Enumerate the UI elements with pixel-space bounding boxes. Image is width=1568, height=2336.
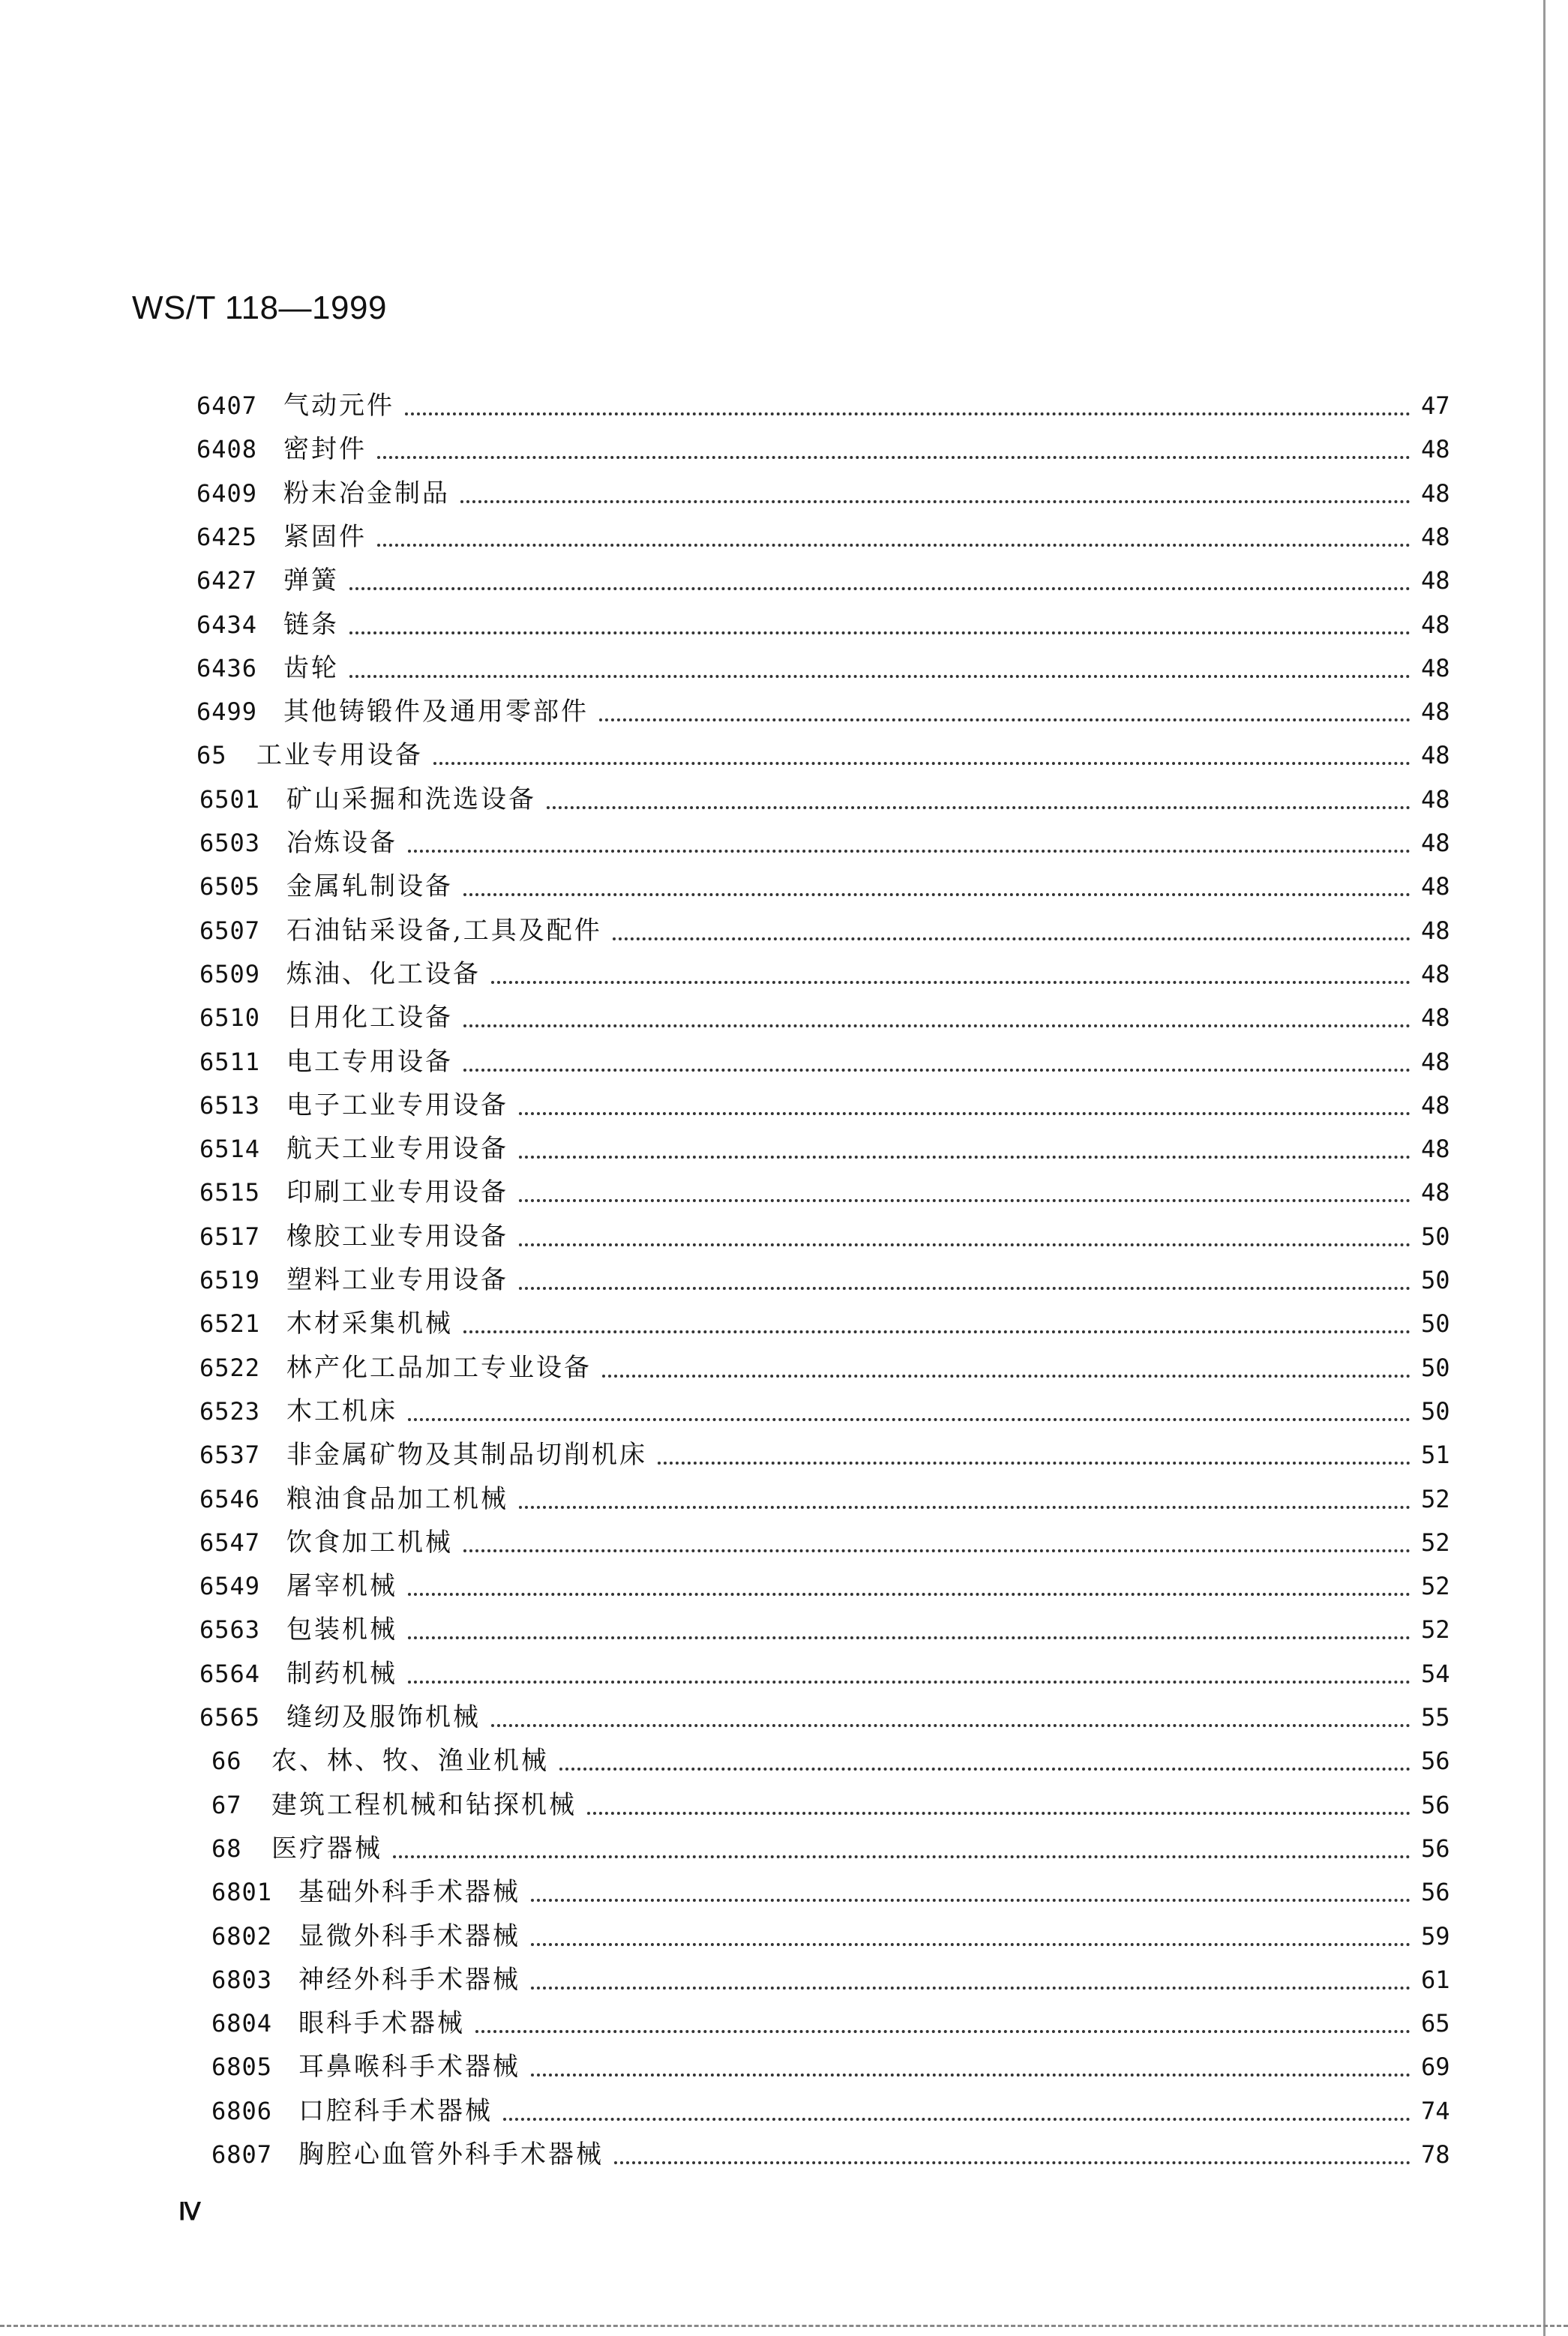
toc-entry-page-number: 48 bbox=[1421, 1091, 1450, 1120]
toc-entry-code: 6801 bbox=[211, 1878, 273, 1906]
toc-dot-leader bbox=[602, 1370, 1411, 1378]
toc-entry-code: 6511 bbox=[199, 1048, 261, 1076]
toc-dot-leader bbox=[519, 1239, 1411, 1246]
toc-entry bbox=[0, 1744, 1568, 1778]
toc-entry-code: 6522 bbox=[199, 1354, 261, 1382]
toc-entry-page-number: 48 bbox=[1421, 654, 1450, 682]
toc-entry-page-number: 56 bbox=[1421, 1747, 1450, 1775]
toc-entry bbox=[0, 738, 1568, 772]
toc-dot-leader bbox=[463, 1545, 1411, 1552]
toc-dot-leader bbox=[531, 2069, 1411, 2077]
toc-entry-code: 6514 bbox=[199, 1135, 261, 1163]
toc-entry bbox=[0, 1438, 1568, 1472]
toc-entry-page-number: 48 bbox=[1421, 741, 1450, 769]
toc-entry-page-number: 52 bbox=[1421, 1572, 1450, 1600]
toc-entry-page-number: 48 bbox=[1421, 566, 1450, 595]
toc-entry-title: 紧固件 bbox=[283, 522, 367, 552]
toc-entry-page-number: 48 bbox=[1421, 785, 1450, 814]
toc-dot-leader bbox=[463, 889, 1411, 896]
toc-entry-title: 冶炼设备 bbox=[286, 828, 397, 858]
toc-dot-leader bbox=[405, 408, 1411, 415]
toc-dot-leader bbox=[408, 1588, 1411, 1596]
toc-entry-code: 67 bbox=[211, 1791, 242, 1819]
toc-entry-title: 印刷工业专用设备 bbox=[286, 1177, 508, 1207]
toc-entry-page-number: 48 bbox=[1421, 1003, 1450, 1032]
toc-dot-leader bbox=[587, 1807, 1411, 1815]
toc-dot-leader bbox=[349, 583, 1411, 590]
toc-entry-code: 6408 bbox=[196, 435, 258, 463]
toc-dot-leader bbox=[349, 627, 1411, 634]
toc-dot-leader bbox=[408, 1632, 1411, 1639]
toc-entry bbox=[0, 1525, 1568, 1560]
toc-entry bbox=[0, 476, 1568, 511]
toc-entry-code: 6509 bbox=[199, 960, 261, 988]
toc-dot-leader bbox=[519, 1501, 1411, 1509]
toc-entry-code: 6427 bbox=[196, 566, 258, 595]
toc-entry-code: 6549 bbox=[199, 1572, 261, 1600]
toc-entry-code: 6547 bbox=[199, 1528, 261, 1557]
toc-entry bbox=[0, 432, 1568, 466]
toc-entry bbox=[0, 1000, 1568, 1035]
toc-entry-page-number: 59 bbox=[1421, 1922, 1450, 1951]
toc-entry-page-number: 48 bbox=[1421, 960, 1450, 988]
toc-dot-leader bbox=[377, 451, 1411, 459]
toc-dot-leader bbox=[377, 539, 1411, 547]
toc-entry bbox=[0, 1132, 1568, 1166]
toc-entry-page-number: 50 bbox=[1421, 1397, 1450, 1426]
toc-entry bbox=[0, 520, 1568, 554]
toc-entry bbox=[0, 913, 1568, 948]
toc-entry-code: 6807 bbox=[211, 2140, 273, 2169]
toc-entry-title: 矿山采掘和洗选设备 bbox=[286, 784, 536, 814]
toc-entry-code: 6803 bbox=[211, 1966, 273, 1994]
toc-entry bbox=[0, 782, 1568, 817]
toc-entry-page-number: 51 bbox=[1421, 1441, 1450, 1469]
toc-dot-leader bbox=[531, 1894, 1411, 1902]
toc-entry-page-number: 50 bbox=[1421, 1354, 1450, 1382]
standard-code-header: WS/T 118—1999 bbox=[132, 289, 387, 326]
toc-dot-leader bbox=[503, 2113, 1411, 2121]
toc-dot-leader bbox=[463, 1326, 1411, 1333]
toc-dot-leader bbox=[519, 1195, 1411, 1202]
toc-entry-page-number: 52 bbox=[1421, 1528, 1450, 1557]
toc-entry bbox=[0, 2050, 1568, 2084]
toc-entry-title: 金属轧制设备 bbox=[286, 871, 453, 901]
toc-entry-title: 建筑工程机械和钻探机械 bbox=[271, 1790, 577, 1820]
toc-entry bbox=[0, 1919, 1568, 1954]
toc-entry-title: 工业专用设备 bbox=[256, 740, 423, 770]
toc-entry-title: 农、林、牧、渔业机械 bbox=[271, 1746, 549, 1776]
toc-entry-code: 6409 bbox=[196, 479, 258, 508]
toc-entry-code: 6517 bbox=[199, 1222, 261, 1251]
toc-entry bbox=[0, 1263, 1568, 1297]
toc-entry-code: 6501 bbox=[199, 785, 261, 814]
toc-dot-leader bbox=[613, 933, 1411, 940]
toc-dot-leader bbox=[475, 2026, 1411, 2033]
toc-dot-leader bbox=[393, 1851, 1411, 1858]
toc-dot-leader bbox=[519, 1282, 1411, 1290]
toc-entry-title: 缝纫及服饰机械 bbox=[286, 1702, 481, 1732]
toc-entry-code: 6519 bbox=[199, 1266, 261, 1294]
toc-entry-code: 6507 bbox=[199, 916, 261, 945]
toc-dot-leader bbox=[491, 1720, 1411, 1727]
toc-entry-title: 林产化工品加工专业设备 bbox=[286, 1353, 592, 1383]
toc-dot-leader bbox=[433, 757, 1411, 765]
toc-entry-title: 航天工业专用设备 bbox=[286, 1134, 508, 1164]
toc-entry-page-number: 48 bbox=[1421, 479, 1450, 508]
toc-entry-title: 其他铸锻件及通用零部件 bbox=[283, 697, 589, 727]
toc-dot-leader bbox=[408, 845, 1411, 853]
toc-entry-code: 6434 bbox=[196, 610, 258, 639]
toc-entry-page-number: 52 bbox=[1421, 1485, 1450, 1513]
toc-entry-page-number: 74 bbox=[1421, 2097, 1450, 2125]
toc-entry-code: 66 bbox=[211, 1747, 242, 1775]
toc-entry-code: 6505 bbox=[199, 872, 261, 901]
toc-entry-code: 6537 bbox=[199, 1441, 261, 1469]
toc-entry-code: 6805 bbox=[211, 2053, 273, 2081]
toc-entry bbox=[0, 1788, 1568, 1822]
toc-entry-code: 6510 bbox=[199, 1003, 261, 1032]
toc-entry bbox=[0, 1700, 1568, 1735]
toc-entry-page-number: 78 bbox=[1421, 2140, 1450, 2169]
toc-entry-title: 木材采集机械 bbox=[286, 1309, 453, 1339]
toc-entry-title: 包装机械 bbox=[286, 1615, 397, 1645]
toc-entry bbox=[0, 826, 1568, 860]
toc-dot-leader bbox=[599, 714, 1411, 721]
toc-entry-page-number: 48 bbox=[1421, 1048, 1450, 1076]
scan-edge-line bbox=[1543, 0, 1546, 2336]
toc-entry-title: 显微外科手术器械 bbox=[298, 1921, 520, 1951]
toc-entry-title: 粉末冶金制品 bbox=[283, 478, 450, 508]
toc-dot-leader bbox=[349, 670, 1411, 678]
toc-entry bbox=[0, 2137, 1568, 2172]
toc-entry-title: 炼油、化工设备 bbox=[286, 959, 481, 989]
toc-entry-title: 塑料工业专用设备 bbox=[286, 1265, 508, 1295]
toc-entry bbox=[0, 1963, 1568, 1997]
toc-entry bbox=[0, 694, 1568, 729]
toc-entry bbox=[0, 1612, 1568, 1647]
toc-entry-code: 6523 bbox=[199, 1397, 261, 1426]
toc-entry bbox=[0, 869, 1568, 904]
toc-entry-page-number: 48 bbox=[1421, 1135, 1450, 1163]
toc-entry-page-number: 50 bbox=[1421, 1266, 1450, 1294]
toc-entry-page-number: 56 bbox=[1421, 1834, 1450, 1863]
toc-entry bbox=[0, 1351, 1568, 1385]
toc-entry bbox=[0, 1875, 1568, 1909]
toc-entry-page-number: 47 bbox=[1421, 391, 1450, 420]
toc-entry-title: 口腔科手术器械 bbox=[298, 2096, 493, 2126]
page-folio: Ⅳ bbox=[178, 2198, 201, 2225]
toc-entry-page-number: 69 bbox=[1421, 2053, 1450, 2081]
toc-entry-page-number: 54 bbox=[1421, 1660, 1450, 1688]
toc-dot-leader bbox=[559, 1763, 1411, 1771]
toc-entry bbox=[0, 1175, 1568, 1210]
toc-entry bbox=[0, 1045, 1568, 1079]
toc-entry-title: 屠宰机械 bbox=[286, 1571, 397, 1601]
toc-dot-leader bbox=[463, 1064, 1411, 1072]
toc-entry bbox=[0, 607, 1568, 642]
toc-entry-code: 6802 bbox=[211, 1922, 273, 1951]
toc-entry-title: 胸腔心血管外科手术器械 bbox=[298, 2140, 604, 2170]
toc-entry-title: 石油钻采设备,工具及配件 bbox=[286, 916, 602, 946]
toc-entry bbox=[0, 1306, 1568, 1341]
toc-entry-code: 6436 bbox=[196, 654, 258, 682]
toc-entry-page-number: 48 bbox=[1421, 1178, 1450, 1207]
toc-entry-title: 密封件 bbox=[283, 434, 367, 464]
toc-entry-title: 医疗器械 bbox=[271, 1834, 382, 1864]
toc-entry-title: 橡胶工业专用设备 bbox=[286, 1222, 508, 1252]
toc-entry-code: 6407 bbox=[196, 391, 258, 420]
toc-entry-title: 链条 bbox=[283, 610, 339, 640]
toc-entry bbox=[0, 1219, 1568, 1254]
toc-entry-title: 日用化工设备 bbox=[286, 1003, 453, 1033]
scan-bottom-edge bbox=[0, 2325, 1568, 2327]
toc-entry-title: 气动元件 bbox=[283, 391, 394, 421]
toc-entry-code: 68 bbox=[211, 1834, 242, 1863]
toc-dot-leader bbox=[463, 1020, 1411, 1027]
toc-entry-code: 6806 bbox=[211, 2097, 273, 2125]
toc-entry-code: 6546 bbox=[199, 1485, 261, 1513]
toc-dot-leader bbox=[519, 1108, 1411, 1115]
toc-entry-page-number: 48 bbox=[1421, 829, 1450, 857]
toc-entry bbox=[0, 1831, 1568, 1866]
toc-entry bbox=[0, 1657, 1568, 1691]
toc-entry-title: 电工专用设备 bbox=[286, 1047, 453, 1077]
toc-dot-leader bbox=[491, 976, 1411, 984]
toc-dot-leader bbox=[519, 1151, 1411, 1159]
toc-entry-title: 粮油食品加工机械 bbox=[286, 1484, 508, 1514]
toc-entry bbox=[0, 1088, 1568, 1123]
toc-entry-page-number: 61 bbox=[1421, 1966, 1450, 1994]
toc-dot-leader bbox=[547, 802, 1411, 809]
toc-entry-code: 6515 bbox=[199, 1178, 261, 1207]
toc-entry-code: 6565 bbox=[199, 1703, 261, 1732]
toc-entry-title: 制药机械 bbox=[286, 1659, 397, 1689]
toc-entry bbox=[0, 1482, 1568, 1516]
toc-entry bbox=[0, 1569, 1568, 1603]
toc-entry-code: 6563 bbox=[199, 1615, 261, 1644]
toc-entry-code: 6521 bbox=[199, 1309, 261, 1338]
toc-entry bbox=[0, 651, 1568, 685]
toc-entry bbox=[0, 563, 1568, 598]
toc-dot-leader bbox=[614, 2157, 1411, 2164]
toc-entry-page-number: 55 bbox=[1421, 1703, 1450, 1732]
toc-entry-title: 齿轮 bbox=[283, 653, 339, 683]
toc-entry-page-number: 48 bbox=[1421, 610, 1450, 639]
toc-dot-leader bbox=[408, 1676, 1411, 1684]
toc-entry-page-number: 48 bbox=[1421, 872, 1450, 901]
toc-entry bbox=[0, 388, 1568, 423]
toc-entry-page-number: 48 bbox=[1421, 523, 1450, 551]
toc-entry bbox=[0, 2094, 1568, 2128]
toc-entry bbox=[0, 957, 1568, 991]
toc-entry-page-number: 65 bbox=[1421, 2009, 1450, 2038]
toc-entry bbox=[0, 2006, 1568, 2041]
toc-entry-page-number: 56 bbox=[1421, 1791, 1450, 1819]
toc-dot-leader bbox=[531, 1939, 1411, 1946]
toc-entry-title: 非金属矿物及其制品切削机床 bbox=[286, 1440, 647, 1470]
toc-entry-code: 6513 bbox=[199, 1091, 261, 1120]
toc-entry-code: 6503 bbox=[199, 829, 261, 857]
toc-entry-code: 6564 bbox=[199, 1660, 261, 1688]
toc-entry-page-number: 56 bbox=[1421, 1878, 1450, 1906]
toc-entry-page-number: 48 bbox=[1421, 697, 1450, 726]
toc-dot-leader bbox=[531, 1982, 1411, 1990]
toc-entry-title: 神经外科手术器械 bbox=[298, 1965, 520, 1995]
toc-entry-page-number: 50 bbox=[1421, 1222, 1450, 1251]
toc-entry-title: 弹簧 bbox=[283, 565, 339, 595]
toc-entry bbox=[0, 1394, 1568, 1429]
toc-entry-title: 耳鼻喉科手术器械 bbox=[298, 2052, 520, 2082]
toc-entry-code: 6425 bbox=[196, 523, 258, 551]
toc-entry-page-number: 48 bbox=[1421, 916, 1450, 945]
toc-entry-page-number: 48 bbox=[1421, 435, 1450, 463]
toc-entry-title: 饮食加工机械 bbox=[286, 1528, 453, 1558]
toc-dot-leader bbox=[658, 1457, 1411, 1465]
toc-dot-leader bbox=[460, 496, 1411, 503]
toc-entry-page-number: 52 bbox=[1421, 1615, 1450, 1644]
toc-entry-title: 木工机床 bbox=[286, 1396, 397, 1426]
toc-dot-leader bbox=[408, 1414, 1411, 1421]
toc-entry-code: 65 bbox=[196, 741, 227, 769]
toc-entry-code: 6804 bbox=[211, 2009, 273, 2038]
toc-entry-code: 6499 bbox=[196, 697, 258, 726]
toc-entry-page-number: 50 bbox=[1421, 1309, 1450, 1338]
toc-entry-title: 眼科手术器械 bbox=[298, 2008, 465, 2038]
toc-entry-title: 电子工业专用设备 bbox=[286, 1090, 508, 1120]
toc-entry-title: 基础外科手术器械 bbox=[298, 1877, 520, 1907]
